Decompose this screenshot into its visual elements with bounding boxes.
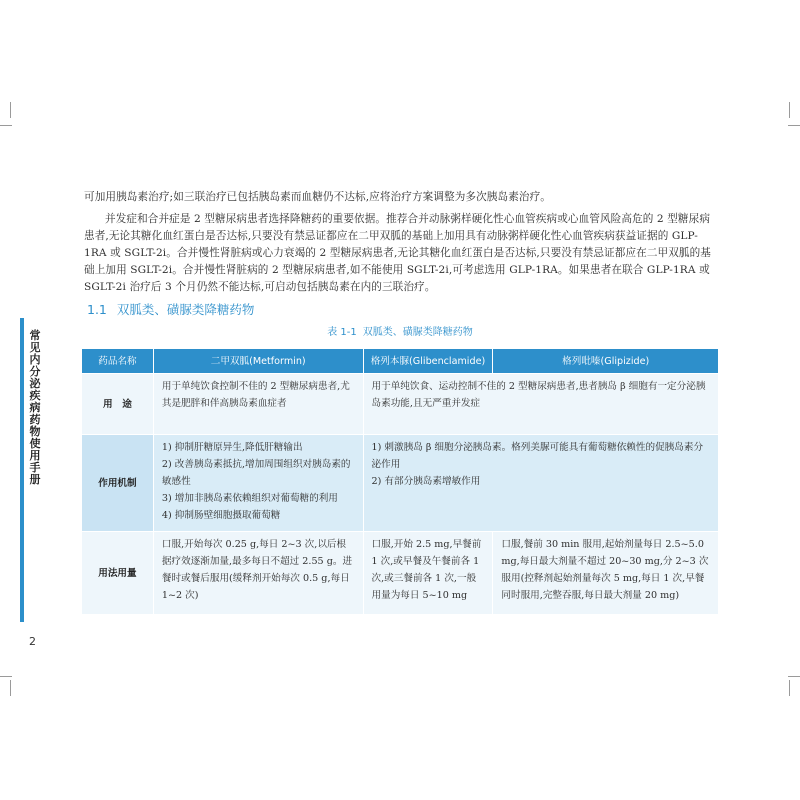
table-row — [82, 532, 719, 615]
crop-mark — [10, 102, 11, 118]
crop-mark — [10, 680, 11, 696]
paragraph: 可加用胰岛素治疗;如三联治疗已包括胰岛素而血糖仍不达标,应将治疗方案调整为多次胰岛素治疗。 — [84, 191, 551, 203]
list-item: 2) 有部分胰岛素增敏作用 — [371, 476, 481, 487]
book-title-char: 内 — [29, 353, 41, 366]
book-title-char: 物 — [29, 425, 41, 438]
crop-mark — [0, 125, 12, 126]
table-header-cell: 格列吡嗪(Glipizide) — [493, 349, 719, 374]
book-title-char: 疾 — [29, 389, 41, 402]
paragraph: 并发症和合并症是 2 型糖尿病患者选择降糖药的重要依据。推荐合并动脉粥样硬化性心血管疾病或心血管风险高危的 2 型糖尿病患者,无论其糖化血红蛋白是否达标,只要没有禁忌证都应在二甲双胍的基础上加用具有动脉粥样硬化性心血管疾病获益证据的 GLP-1RA 或 SGLT-2i。合并慢性肾脏病或心力衰竭的 2 型糖尿病患者,无论其糖化血红蛋白是否达标,只要没有禁忌证都应在二甲双胍的基础上加用 SGLT-2i。合并慢性肾脏病的 2 型糖尿病患者,如不能使用 SGLT-2i,可考虑选用 GLP-1RA。如果患者在联合 GLP-1RA 或 SGLT-2i 治疗后 3 个月仍然不能达标,可启动包括胰岛素在内的三联治疗。 — [84, 213, 711, 293]
table-caption-number: 表 1-1 — [327, 327, 357, 338]
list-item: 4) 抑制肠壁细胞摄取葡萄糖 — [161, 510, 281, 521]
section-number: 1.1 — [87, 302, 107, 317]
book-title-char: 分 — [29, 365, 41, 378]
list-item: 1) 抑制肝糖原异生,降低肝糖输出 — [161, 442, 303, 453]
table-cell: 口服,开始 2.5 mg,早餐前 1 次,或早餐及午餐前各 1 次,或三餐前各 1 次,一般用量为每日 5~10 mg — [363, 532, 493, 615]
row-label-dosage: 用法用量 — [82, 532, 154, 615]
table-row — [82, 374, 719, 435]
book-title-char: 用 — [29, 449, 41, 462]
book-title-vertical — [28, 330, 42, 486]
table-cell: 用于单纯饮食、运动控制不佳的 2 型糖尿病患者,患者胰岛 β 细胞有一定分泌胰岛素功能,且无严重并发症 — [363, 374, 718, 435]
book-title-char: 册 — [29, 473, 41, 486]
list-item: 2) 改善胰岛素抵抗,增加周围组织对胰岛素的敏感性 — [161, 459, 351, 487]
page-number: 2 — [29, 635, 36, 648]
crop-mark — [0, 676, 12, 677]
book-title-char: 手 — [29, 461, 41, 474]
table-caption-title: 双胍类、磺脲类降糖药物 — [362, 327, 473, 338]
table-header-cell: 二甲双胍(Metformin) — [153, 349, 363, 374]
book-title-char: 泌 — [29, 377, 41, 390]
book-title-char: 见 — [29, 341, 41, 354]
book-title-char: 使 — [29, 437, 41, 450]
list-item: 1) 刺激胰岛 β 细胞分泌胰岛素。格列美脲可能具有葡萄糖依赖性的促胰岛素分泌作用 — [371, 442, 704, 470]
drug-table — [81, 348, 719, 615]
table-header-cell: 药品名称 — [82, 349, 154, 374]
crop-mark — [789, 102, 790, 118]
book-title-char: 药 — [29, 413, 41, 426]
crop-mark — [789, 680, 790, 696]
book-title-char: 病 — [29, 401, 41, 414]
crop-mark — [788, 676, 800, 677]
table-caption — [0, 323, 800, 338]
table-header-cell: 格列本脲(Glibenclamide) — [363, 349, 493, 374]
table-row — [82, 435, 719, 532]
row-label-mechanism: 作用机制 — [82, 435, 154, 532]
table-cell — [363, 435, 718, 532]
crop-mark — [788, 125, 800, 126]
table-cell: 口服,餐前 30 min 服用,起始剂量每日 2.5~5.0 mg,每日最大剂量不超过 20~30 mg,分 2~3 次服用(控释剂起始剂量每次 5 mg,每日 1 次,早餐同时服用,完整吞服,每日最大剂量 20 mg) — [493, 532, 719, 615]
table-cell — [153, 435, 363, 532]
section-title: 双胍类、磺脲类降糖药物 — [116, 302, 255, 317]
section-heading — [87, 300, 254, 318]
book-title-char: 常 — [29, 329, 41, 342]
table-cell: 用于单纯饮食控制不佳的 2 型糖尿病患者,尤其是肥胖和伴高胰岛素血症者 — [153, 374, 363, 435]
side-color-bar — [20, 318, 24, 622]
row-label-usage: 用 途 — [82, 374, 154, 435]
list-item: 3) 增加非胰岛素依赖组织对葡萄糖的利用 — [161, 493, 338, 504]
table-cell: 口服,开始每次 0.25 g,每日 2~3 次,以后根据疗效逐渐加量,最多每日不超过 2.55 g。进餐时或餐后服用(缓释剂开始每次 0.5 g,每日 1~2 次) — [153, 532, 363, 615]
table-header-row — [82, 349, 719, 374]
